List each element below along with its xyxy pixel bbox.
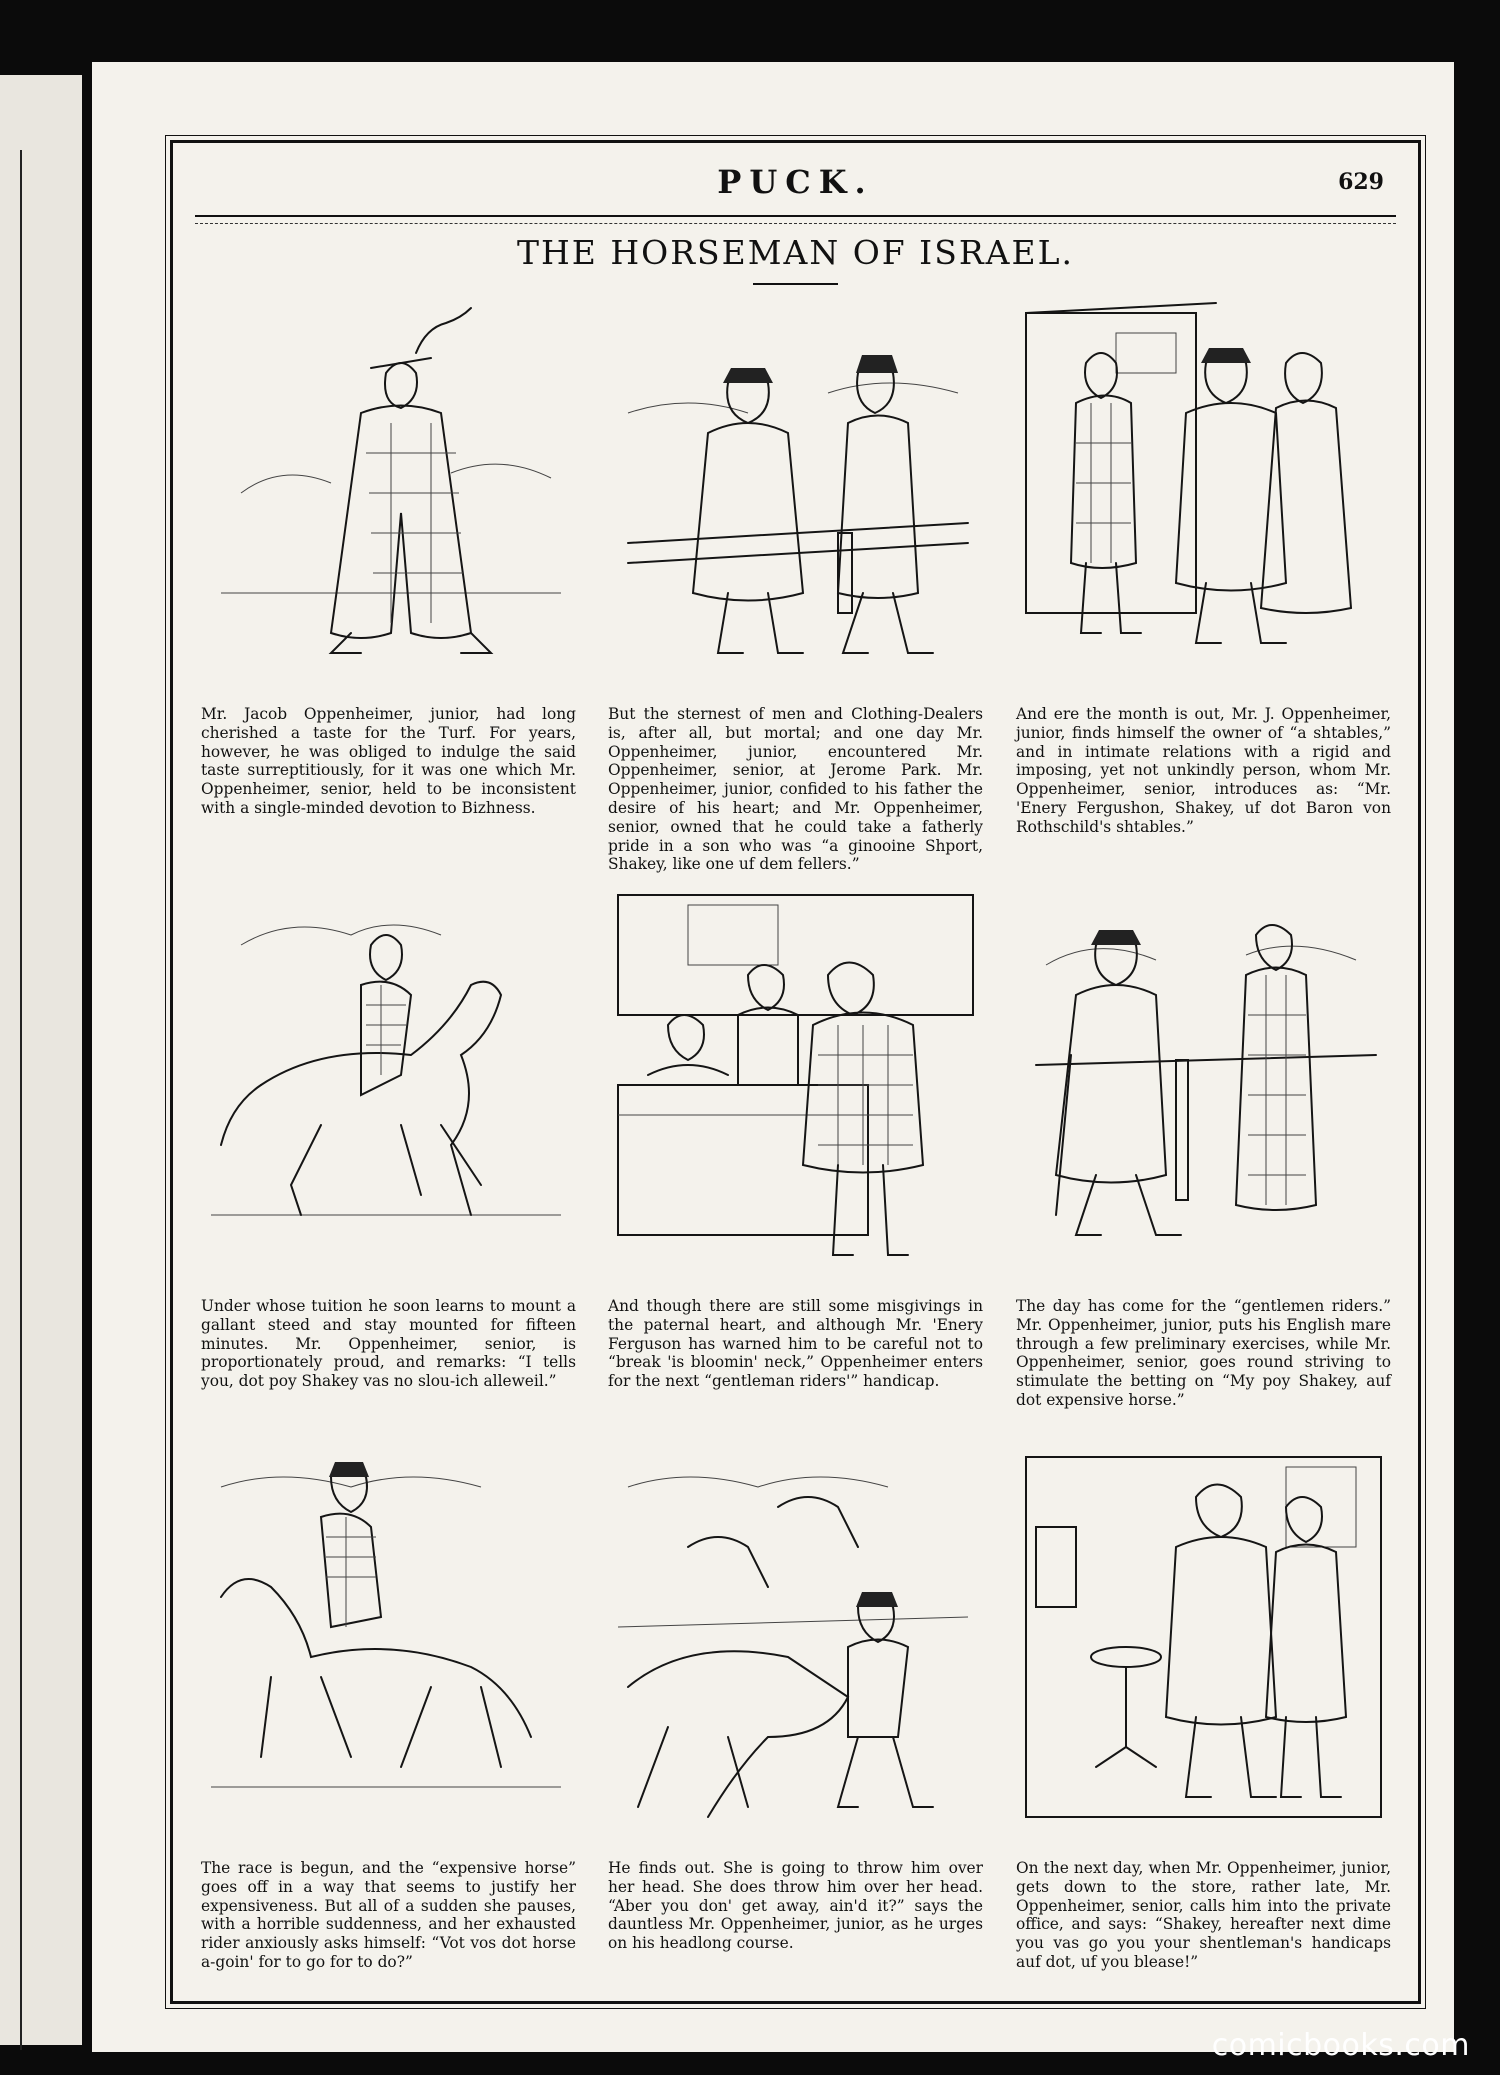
comic-panel-4 — [201, 885, 576, 1391]
caption: But the sternest of men and Clothing-Dealers is, after all, but mortal; and one day Mr. Oppenheimer, junior, encountered Mr. Oppenheimer, senior, at Jerome Park. Mr. Oppenheimer, junior, confided to his father the desire of his heart; and Mr. Oppenheimer, senior, owned that he could take a fatherly pride in a son who was “a ginooine Shport, Shakey, like one uf dem fellers.” — [608, 705, 983, 874]
caption: And though there are still some misgivings in the paternal heart, and although Mr. 'Enery Ferguson has warned him to be careful not to “break 'is bloomin' neck,” Oppenheimer enters for the next “gentleman riders'” handicap. — [608, 1297, 983, 1391]
caption: Under whose tuition he soon learns to mount a gallant steed and stay mounted for fifteen minutes. Mr. Oppenheimer, senior, is proportionately proud, and remarks: “I tells you, dot poy Shakey vas no slou-ich alleweil.” — [201, 1297, 576, 1391]
watermark: comicbooks.com — [1211, 2028, 1470, 2063]
previous-page-rule — [0, 150, 22, 2050]
illustration-private-office — [1016, 1447, 1391, 1847]
comic-panel-3 — [1016, 293, 1391, 837]
caption: On the next day, when Mr. Oppenheimer, junior, gets down to the store, rather late, Mr. Oppenheimer, senior, calls him into the private office, and says: “Shakey, hereafter next dime you vas go you your shentleman's handicaps auf dot, uf you blease!” — [1016, 1859, 1391, 1971]
caption: He finds out. She is going to throw him over her head. She does throw him over her head. “Aber you don' get away, ain'd it?” says the dauntless Mr. Oppenheimer, junior, as he urges on his headlong course. — [608, 1859, 983, 1953]
comic-panel-6 — [1016, 885, 1391, 1410]
caption: Mr. Jacob Oppenheimer, junior, had long cherished a taste for the Turf. For years, however, he was obliged to indulge the said taste surreptitiously, for it was one which Mr. Oppenheimer, senior, held to be inconsistent with a single-minded devotion to Bizhness. — [201, 705, 576, 817]
previous-page-edge — [0, 75, 82, 2045]
comic-panel-2 — [608, 293, 983, 874]
illustration-father-and-son-at-fence — [608, 293, 983, 693]
illustration-rider-on-horse — [201, 885, 576, 1285]
illustration-office-counter — [608, 885, 983, 1285]
magazine-page — [92, 62, 1454, 2052]
comic-panel-1 — [201, 293, 576, 818]
header-rule — [195, 215, 1396, 224]
caption: The day has come for the “gentlemen riders.” Mr. Oppenheimer, junior, puts his English mare through a few preliminary exercises, while Mr. Oppenheimer, senior, goes round striving to stimulate the betting on “My poy Shakey, auf dot expensive horse.” — [1016, 1297, 1391, 1409]
illustration-horse-stopping — [201, 1447, 576, 1847]
illustration-stable-and-groom — [1016, 293, 1391, 693]
comic-panel-7 — [201, 1447, 576, 1972]
comic-panel-9 — [1016, 1447, 1391, 1972]
illustration-rider-thrown-over-head — [608, 1447, 983, 1847]
illustration-father-with-bookmaker — [1016, 885, 1391, 1285]
page-number: 629 — [1338, 169, 1384, 195]
page-frame — [170, 140, 1421, 2004]
masthead: PUCK. — [717, 163, 874, 201]
comic-panel-5 — [608, 885, 983, 1391]
illustration-young-man-in-checked-coat — [201, 293, 576, 693]
caption: The race is begun, and the “expensive horse” goes off in a way that seems to justify her expensiveness. But all of a sudden she pauses, with a horrible suddenness, and her exhausted rider anxiously asks himself: “Vot vos dot horse a-goin' for to go for to do?” — [201, 1859, 576, 1971]
caption: And ere the month is out, Mr. J. Oppenheimer, junior, finds himself the owner of “a shtables,” and in intimate relations with a rigid and imposing, yet not unkindly person, whom Mr. Oppenheimer, senior, introduces as: “Mr. 'Enery Fergushon, Shakey, uf dot Baron von Rothschild's shtables.” — [1016, 705, 1391, 836]
title-rule — [753, 283, 838, 285]
comic-panel-8 — [608, 1447, 983, 1953]
page-title: THE HORSEMAN OF ISRAEL. — [517, 233, 1074, 272]
